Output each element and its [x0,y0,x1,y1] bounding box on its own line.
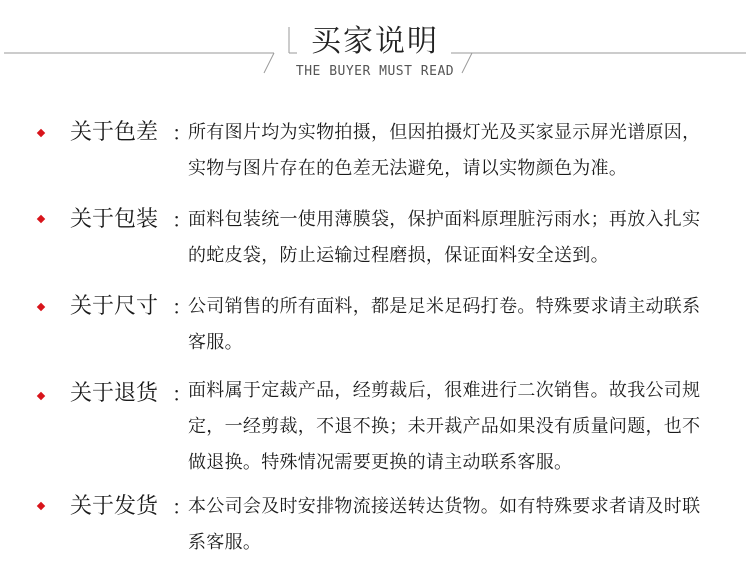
item-label: 关于包装 [70,207,159,232]
bullet-diamond-icon [37,392,45,400]
item-colon: ： [172,208,192,232]
item-label: 关于尺寸 [70,294,159,319]
item-colon: ： [172,495,192,519]
item-content: 所有图片均为实物拍摄，但因拍摄灯光及买家显示屏光谱原因，实物与图片存在的色差无法避免，请以实物颜色为准。 [188,122,701,179]
item-label: 关于退货 [70,381,159,406]
item-colon: ： [172,382,192,406]
bullet-diamond-icon [37,129,45,137]
item-content: 面料包装统一使用薄膜袋，保护面料原理脏污雨水；再放入扎实的蛇皮袋，防止运输过程磨损，保证面料安全送到。 [188,209,701,266]
item-colon: ： [172,295,192,319]
item-label: 关于色差 [70,120,159,145]
item-content: 面料属于定裁产品，经剪裁后，很难进行二次销售。故我公司规定，一经剪裁，不退不换；未开裁产品如果没有质量问题，也不做退换。特殊情况需要更换的请主动联系客服。 [188,380,701,473]
bullet-diamond-icon [37,502,45,510]
page-header [0,0,750,90]
item-content: 本公司会及时安排物流接送转达货物。如有特殊要求者请及时联系客服。 [188,496,701,553]
bullet-diamond-icon [37,215,45,223]
page-title: 买家说明 [311,24,439,59]
bullet-diamond-icon [37,303,45,311]
item-colon: ： [172,121,192,145]
page-subtitle: THE BUYER MUST READ [295,64,455,79]
item-label: 关于发货 [70,494,159,519]
item-content: 公司销售的所有面料，都是足米足码打卷。特殊要求请主动联系客服。 [188,296,701,353]
